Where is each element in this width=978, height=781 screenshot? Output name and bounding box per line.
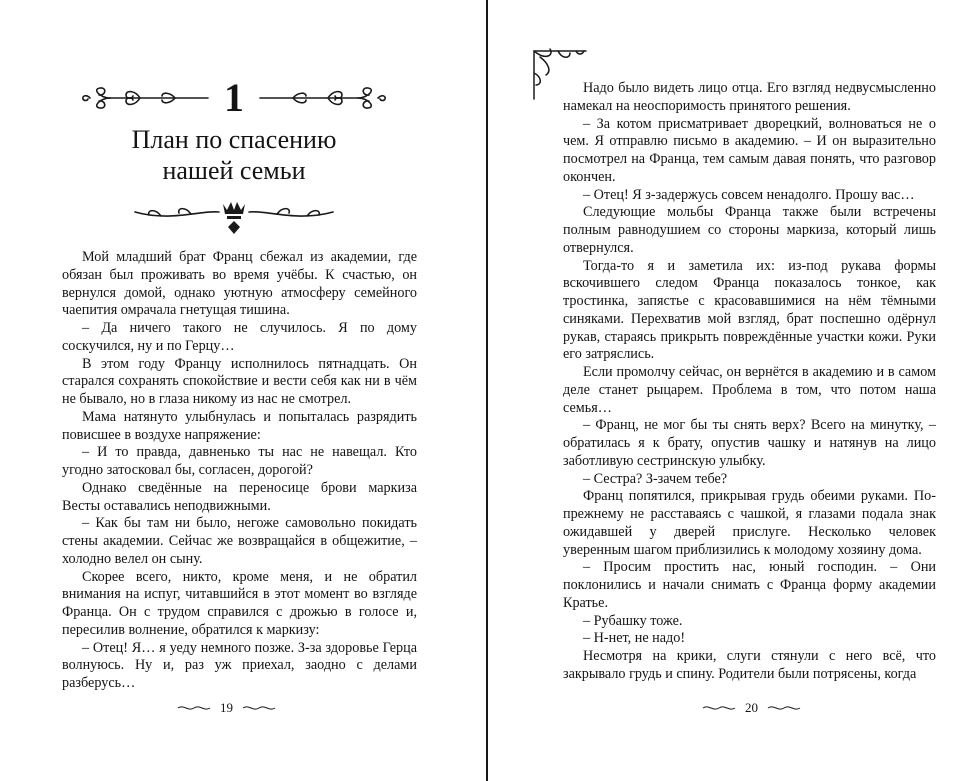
flourish-left-icon (80, 85, 210, 111)
paragraph: – Отец! Я з-задержусь совсем ненадолго. Прошу вас… (583, 186, 915, 203)
right-page-body (563, 80, 936, 684)
paragraph: Однако сведённые на переносице брови маркиза Весты оставались неподвижными. (62, 479, 417, 514)
paragraph: – Отец! Я… я уеду немного позже. З-за здоровье Герца волнуюсь. Ну и, раз уж приехал, заодно с делами разберусь… (62, 639, 417, 691)
paragraph: – Как бы там ни было, негоже самовольно покидать стены академии. Сейчас же возвращайся в общежитие, – холодно велел он сыну. (62, 515, 417, 567)
chapter-title-line-2: нашей семьи (162, 156, 306, 185)
left-page (0, 0, 486, 781)
paragraph: – Да ничего такого не случилось. Я по дому соскучился, ну и по Герцу… (62, 320, 417, 354)
page-number: 19 (220, 700, 233, 715)
paragraph: – За котом присматривает дворецкий, волноваться не о чем. Я отправлю письмо в академию. – И он выразительно посмотрел на Франца, тем самым давая понять, что разговор окончен. (563, 115, 936, 185)
crown-ornament-icon (131, 196, 337, 236)
paragraph: – Н-нет, не надо! (583, 630, 686, 647)
left-page-body (62, 249, 417, 693)
paragraph: Несмотря на крики, слуги стянули с него всё, что закрывало грудь и спину. Родители были потрясены, когда (563, 648, 936, 682)
paragraph: – Просим простить нас, юный господин. – Они поклонились и начали снимать с Франца форму академии Кратье. (563, 559, 936, 611)
paragraph: Франц попятился, прикрывая грудь обеими руками. По-прежнему не расставаясь с чашкой, я глазами подала знак ожидавшей у дверей прислуге. Несколько человек уверенным шагом приблизились к молодому хозяину дома. (563, 488, 936, 558)
chapter-number: 1 (224, 75, 244, 120)
paragraph: – Рубашку тоже. (583, 612, 683, 629)
paragraph: Следующие мольбы Франца также были встречены полным равнодушием со стороны маркиза, который лишь отвернулся. (563, 204, 936, 256)
page-number-footer (701, 700, 802, 716)
paragraph: – Франц, не мог бы ты снять верх? Всего на минутку, – обратилась я к брату, опустив чашку и натянув на лицо заботливую сестринскую улыбку. (563, 417, 936, 469)
folio-flourish-right-icon (241, 703, 277, 713)
chapter-number-row (60, 72, 408, 124)
folio-flourish-right-icon (766, 703, 802, 713)
page-number: 20 (745, 700, 758, 715)
paragraph: – И то правда, давненько ты нас не навещал. Кто угодно затосковал бы, согласен, дорогой? (62, 444, 417, 478)
paragraph: Тогда-то я и заметила их: из-под рукава формы вскочившего следом Франца показалось тонкое, как тростинка, запястье с красовавшимися на нём тёмными синяками. Перехватив мой взгляд, брат поспешно одёрнул рукав, стараясь прикрыть повреждённые участки кожи. Руки его затряслись. (563, 257, 936, 363)
paragraph: – Сестра? З-зачем тебе? (583, 470, 728, 487)
page-number-footer (176, 700, 277, 716)
paragraph: Мой младший брат Франц сбежал из академии, где обязан был проживать во время учёбы. К счастью, он вернулся домой, однако уютную атмосферу семейного чаепития омрачала гнетущая тишина. (62, 249, 417, 319)
paragraph: Мама натянуто улыбнулась и попыталась разрядить повисшее в воздухе напряжение: (62, 408, 417, 443)
chapter-heading (60, 72, 408, 236)
folio-flourish-left-icon (701, 703, 737, 713)
folio-flourish-left-icon (176, 703, 212, 713)
right-page (488, 0, 978, 781)
flourish-right-icon (258, 85, 388, 111)
paragraph: Скорее всего, никто, кроме меня, и не обратил внимания на испуг, читавшийся в этот момент во взгляде Франца. Он с трудом справился с дрожью в голосе и, пересилив волнение, обратился к маркизу: (62, 568, 417, 638)
paragraph: В этом году Францу исполнилось пятнадцать. Он старался сохранять спокойствие и вести себя как ни в чём не бывало, но в глаза никому из нас не смотрел. (62, 355, 417, 407)
chapter-title-line-1: План по спасению (131, 125, 337, 154)
paragraph: Если промолчу сейчас, он вернётся в академию и в самом деле станет рыцарем. Проблема в том, что потом наша семья… (563, 364, 936, 416)
paragraph: Надо было видеть лицо отца. Его взгляд недвусмысленно намекал на неоспоримость принятого решения. (563, 80, 936, 114)
